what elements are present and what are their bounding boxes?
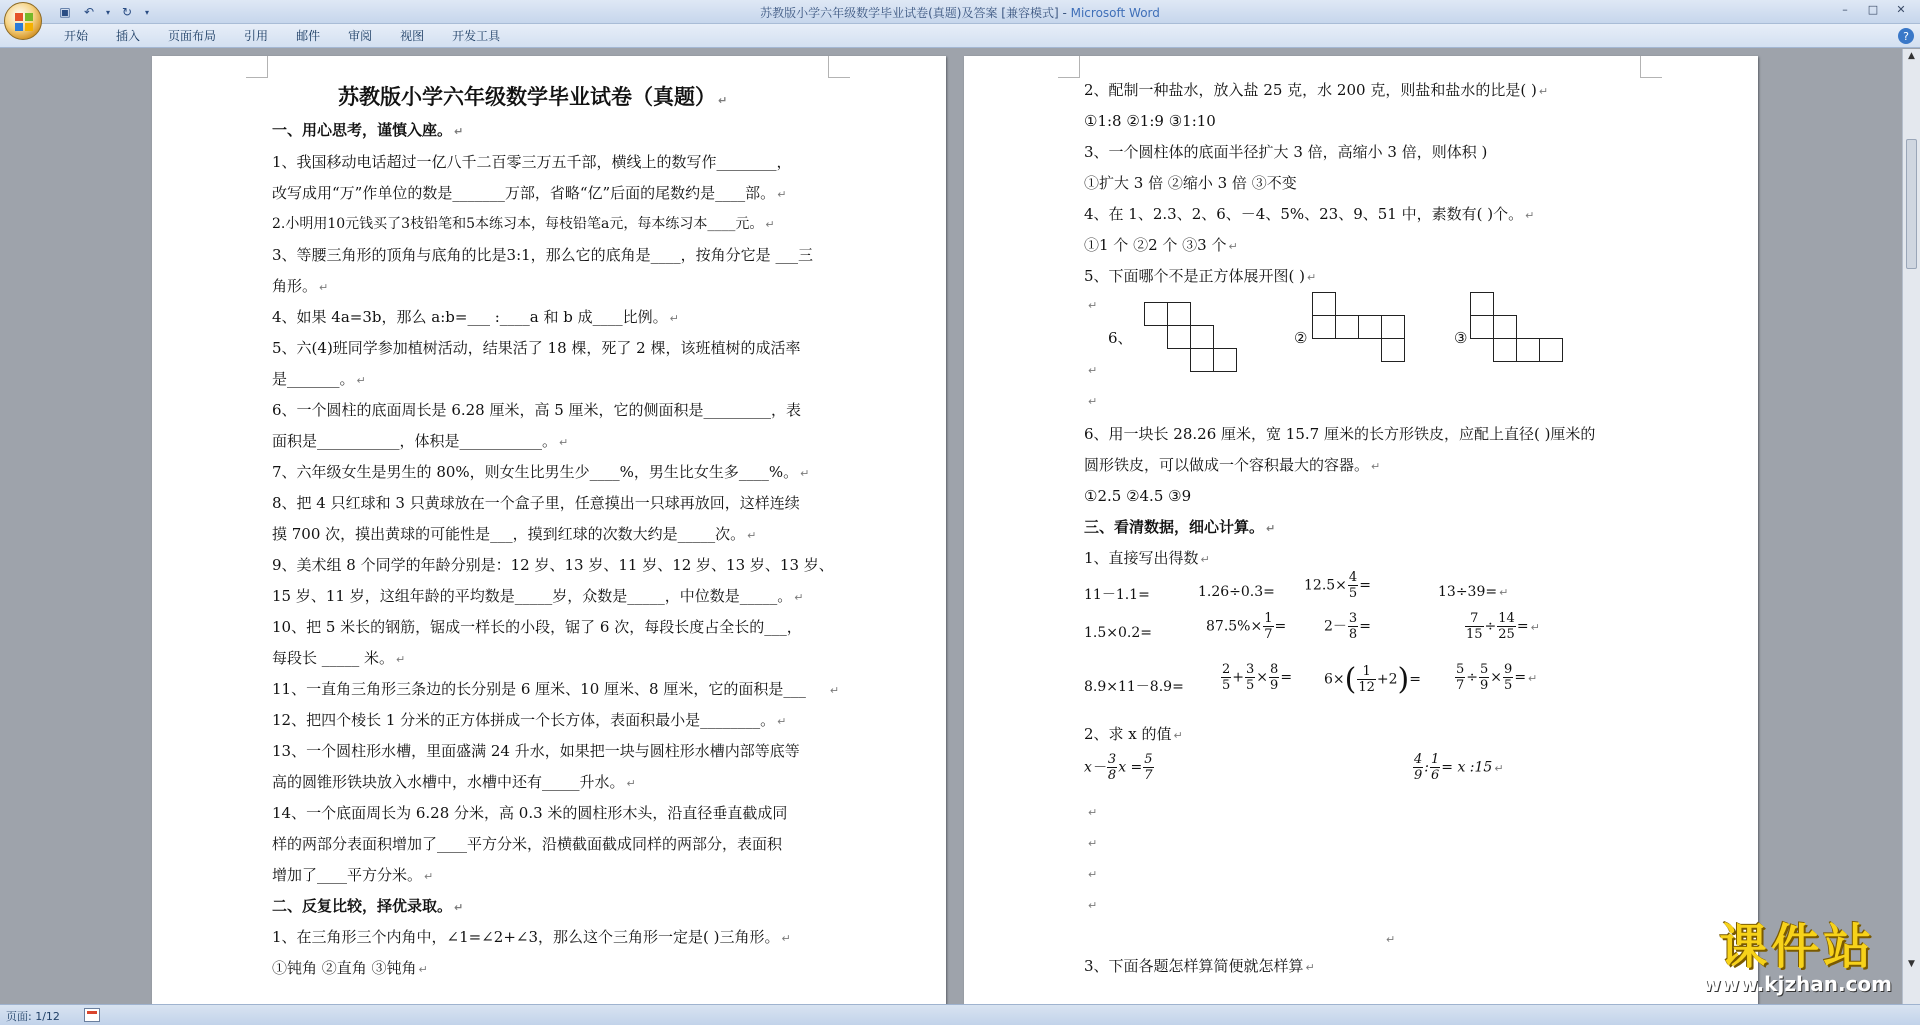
tab-mailings[interactable]: 邮件 <box>296 29 321 43</box>
answer-options: ①钝角 ②直角 ③钝角 ↵ <box>272 959 428 977</box>
answer-options: ①2.5 ②4.5 ③9 <box>1084 487 1192 505</box>
question-line: 圆形铁皮，可以做成一个容积最大的容器。 ↵ <box>1084 456 1381 474</box>
document-page-1[interactable] <box>152 56 946 1005</box>
tab-page-layout[interactable]: 页面布局 <box>168 29 217 43</box>
paragraph-mark: ↵ <box>1088 395 1098 408</box>
status-bar <box>0 1004 1920 1025</box>
document-page-2[interactable] <box>964 56 1758 1005</box>
question-line: 每段长 _____ 米。 ↵ <box>272 649 406 667</box>
equation-1: x－ $\frac{3}{8}$ x = $\frac{5}{7}$ <box>1084 752 1153 783</box>
margin-corner-mark <box>1058 56 1080 78</box>
document-name: 苏教版小学六年级数学毕业试卷(真题)及答案 [兼容模式] - <box>760 6 1071 20</box>
tab-review[interactable]: 审阅 <box>348 29 373 43</box>
minimize-button[interactable]: – <box>1842 2 1848 16</box>
net-label: ③ <box>1454 329 1468 347</box>
question-line: 改写成用“万”作单位的数是_______万部，省略“亿”后面的尾数约是____部。 ↵ <box>272 184 787 202</box>
window-controls <box>1832 0 1914 18</box>
question-line: 8、把 4 只红球和 3 只黄球放在一个盒子里，任意摸出一只球再放回，这样连续 <box>272 494 800 512</box>
calc-item: 12.5× $\frac{4}{5}$ = <box>1304 570 1371 601</box>
ribbon <box>0 24 1920 48</box>
customize-qat-icon[interactable]: ▾ <box>144 7 149 17</box>
question-line: 15 岁、11 岁，这组年龄的平均数是_____岁，众数是_____，中位数是_____。 ↵ <box>272 587 804 605</box>
site-watermark <box>1702 921 1892 995</box>
office-logo-icon <box>14 12 34 32</box>
answer-options: ①1:8 ②1:9 ③1:10 <box>1084 112 1216 130</box>
vertical-scrollbar[interactable] <box>1902 49 1920 1004</box>
net-label: 6、 <box>1108 329 1133 347</box>
save-icon[interactable]: ▣ <box>59 5 71 19</box>
question-line: 14、一个底面周长为 6.28 分米，高 0.3 米的圆柱形木头，沿直径垂直截成同 <box>272 804 788 822</box>
paragraph-mark: ↵ <box>1088 837 1098 850</box>
help-icon[interactable]: ? <box>1898 28 1914 44</box>
question-line: 10、把 5 米长的钢筋，锯成一样长的小段，锯了 6 次，每段长度占全长的___， <box>272 618 802 636</box>
calc-item: 87.5%× $\frac{1}{7}$ = <box>1206 611 1287 642</box>
question-line: 4、在 1、2.3、2、6、－4、5%、23、9、51 中，素数有( )个。 ↵ <box>1084 205 1535 223</box>
section-heading: 一、用心思考，谨慎入座。 ↵ <box>272 121 464 139</box>
title-bar <box>0 0 1920 24</box>
question-line: 面积是___________，体积是___________。 ↵ <box>272 432 569 450</box>
calc-item: 13÷39= ↵ <box>1438 584 1509 600</box>
answer-options: ①1 个 ②2 个 ③3 个 ↵ <box>1084 236 1238 254</box>
calc-item: $\frac{7}{15}$ ÷ $\frac{14}{25}$ = ↵ <box>1466 611 1540 642</box>
paragraph-mark: ↵ <box>1088 868 1098 881</box>
question-line: 1、我国移动电话超过一亿八千二百零三万五千部，横线上的数写作________， <box>272 153 792 171</box>
paragraph-mark: ↵ <box>1088 806 1098 819</box>
question-line: 角形。 ↵ <box>272 277 329 295</box>
question-line: 摸 700 次，摸出黄球的可能性是___，摸到红球的次数大约是_____次。 ↵ <box>272 525 757 543</box>
margin-corner-mark <box>1640 56 1662 78</box>
calc-item: 2－ $\frac{3}{8}$ = <box>1324 611 1371 642</box>
scroll-up-icon[interactable]: ▲ <box>1908 51 1915 61</box>
paragraph-mark: ↵ <box>1088 899 1098 912</box>
redo-icon[interactable]: ↻ <box>121 5 133 19</box>
margin-corner-mark <box>828 56 850 78</box>
app-name: Microsoft Word <box>1070 6 1160 20</box>
question-line: 13、一个圆柱形水槽，里面盛满 24 升水，如果把一块与圆柱形水槽内部等底等 <box>272 742 800 760</box>
page-counter[interactable]: 页面: 1/12 <box>6 1010 60 1023</box>
paragraph-mark: ↵ <box>1088 364 1098 377</box>
question-line: 5、下面哪个不是正方体展开图( ) ↵ <box>1084 267 1317 285</box>
question-line: 2.小明用10元钱买了3枝铅笔和5本练习本，每枝铅笔a元，每本练习本____元。 ↵ <box>272 216 775 232</box>
equation-2: $\frac{4}{9}$ : $\frac{1}{6}$ = x :15 ↵ <box>1414 752 1504 783</box>
calc-item: 1.26÷0.3= <box>1198 584 1275 600</box>
undo-icon[interactable]: ↶ <box>83 5 95 19</box>
question-line: 12、把四个棱长 1 分米的正方体拼成一个长方体，表面积最小是________。 ↵ <box>272 711 787 729</box>
calc-item: 1.5×0.2= <box>1084 625 1152 641</box>
undo-dropdown-icon[interactable]: ▾ <box>105 7 110 17</box>
maximize-button[interactable]: □ <box>1867 2 1879 16</box>
tab-developer[interactable]: 开发工具 <box>452 29 501 43</box>
question-line: 11、一直角三角形三条边的长分别是 6 厘米、10 厘米、8 厘米，它的面积是___ ↵ <box>272 680 840 698</box>
scroll-down-icon[interactable]: ▼ <box>1908 959 1915 969</box>
calc-item: $\frac{2}{5}$ + $\frac{3}{5}$ × $\frac{8}{9}$ = <box>1222 662 1293 693</box>
question-line: 3、一个圆柱体的底面半径扩大 3 倍，高缩小 3 倍，则体积 ) <box>1084 143 1488 161</box>
question-line: 3、下面各题怎样算简便就怎样算 ↵ <box>1084 957 1315 975</box>
scrollbar-thumb[interactable] <box>1906 139 1917 269</box>
paragraph-mark: ↵ <box>1386 933 1396 946</box>
watermark-url: www.kjzhan.com <box>1702 972 1892 996</box>
calc-item: 11－1.1= <box>1084 587 1150 603</box>
question-line: 高的圆锥形铁块放入水槽中，水槽中还有_____升水。 ↵ <box>272 773 636 791</box>
page-title: 苏教版小学六年级数学毕业试卷（真题） ↵ <box>338 84 728 109</box>
answer-options: ①扩大 3 倍 ②缩小 3 倍 ③不变 <box>1084 174 1297 192</box>
ribbon-tabs <box>50 28 514 44</box>
calc-item: 8.9×11－8.9= <box>1084 679 1184 695</box>
question-line: 9、美术组 8 个同学的年龄分别是：12 岁、13 岁、11 岁、12 岁、13 岁、13 岁、 <box>272 556 834 574</box>
question-line: 7、六年级女生是男生的 80%，则女生比男生少____%，男生比女生多____%。 ↵ <box>272 463 810 481</box>
tab-references[interactable]: 引用 <box>244 29 269 43</box>
question-line: 是_______。 ↵ <box>272 370 366 388</box>
paragraph-mark: ↵ <box>1088 299 1098 312</box>
net-label: ② <box>1294 329 1308 347</box>
watermark-title: 课件站 <box>1719 919 1876 975</box>
question-line: 1、在三角形三个内角中，∠1=∠2+∠3，那么这个三角形一定是( )三角形。 ↵ <box>272 928 791 946</box>
section-heading: 二、反复比较，择优录取。 ↵ <box>272 897 464 915</box>
close-button[interactable]: ✕ <box>1896 2 1906 16</box>
question-line: 增加了____平方分米。 ↵ <box>272 866 434 884</box>
tab-view[interactable]: 视图 <box>400 29 425 43</box>
margin-corner-mark <box>246 56 268 78</box>
office-button[interactable] <box>4 2 42 40</box>
section-heading: 三、看清数据，细心计算。 ↵ <box>1084 518 1276 536</box>
tab-insert[interactable]: 插入 <box>116 29 141 43</box>
question-line: 6、一个圆柱的底面周长是 6.28 厘米，高 5 厘米，它的侧面积是_________，表 <box>272 401 802 419</box>
question-line: 4、如果 4a=3b，那么 a:b=___ :____a 和 b 成____比例。 ↵ <box>272 308 679 326</box>
question-line: 5、六(4)班同学参加植树活动，结果活了 18 棵，死了 2 棵，该班植树的成活率 <box>272 339 801 357</box>
window-title <box>0 4 1920 21</box>
calc-item: 6×( $\frac{1}{12}$ +2)= <box>1324 662 1421 697</box>
question-line: 样的两部分表面积增加了____平方分米，沿横截面截成同样的两部分，表面积 <box>272 835 783 853</box>
question-line: 2、配制一种盐水，放入盐 25 克，水 200 克，则盐和盐水的比是( ) ↵ <box>1084 81 1549 99</box>
tab-home[interactable]: 开始 <box>64 29 89 43</box>
calc-item: $\frac{5}{7}$ ÷ $\frac{5}{9}$ × $\frac{9}{5}$ = ↵ <box>1456 662 1538 693</box>
question-line: 1、直接写出得数 ↵ <box>1084 549 1210 567</box>
proofing-icon[interactable] <box>84 1008 100 1022</box>
question-line: 6、用一块长 28.26 厘米，宽 15.7 厘米的长方形铁皮，应配上直径( )厘米的 <box>1084 425 1596 443</box>
question-line: 3、等腰三角形的顶角与底角的比是3:1，那么它的底角是____，按角分它是 ___三 <box>272 246 813 264</box>
question-line: 2、求 x 的值 ↵ <box>1084 725 1183 743</box>
